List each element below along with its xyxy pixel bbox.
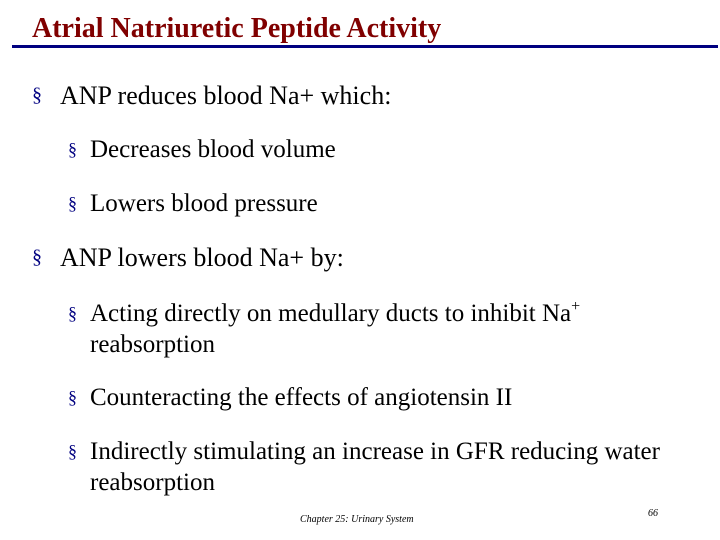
sub-bullet-text-cont: reabsorption [90, 331, 215, 358]
page-number: 66 [648, 508, 658, 519]
sub-bullet-acting-directly [68, 298, 688, 360]
sub-bullet-text: Indirectly stimulating an increase in GFR reducing water reabsorption [90, 438, 660, 496]
sub-bullet-text [90, 298, 688, 360]
sub-bullet-lowers-pressure [68, 188, 688, 219]
sub-bullet-decreases-volume [68, 134, 688, 165]
bullet-anp-reduces [32, 80, 391, 111]
slide-footer: Chapter 25: Urinary System [300, 514, 414, 525]
bullet-text: ANP reduces blood Na+ which: [60, 81, 392, 110]
bullet-text: ANP lowers blood Na+ by: [60, 243, 344, 272]
sub-bullet-text: Lowers blood pressure [90, 190, 318, 217]
bullet-marker-icon: § [68, 303, 77, 323]
bullet-marker-icon: § [68, 193, 77, 213]
slide-title: Atrial Natriuretic Peptide Activity [32, 13, 442, 44]
bullet-marker-icon: § [32, 84, 42, 106]
sub-bullet-counteracting [68, 382, 688, 413]
sub-bullet-text-main: Acting directly on medullary ducts to inhibit Na [90, 300, 572, 327]
sub-bullet-text: Decreases blood volume [90, 136, 336, 163]
bullet-marker-icon: § [32, 246, 42, 268]
sub-bullet-text: Counteracting the effects of angiotensin II [90, 384, 513, 411]
superscript-plus: + [571, 298, 581, 315]
title-underline [12, 45, 718, 48]
bullet-marker-icon: § [68, 387, 77, 407]
bullet-anp-lowers [32, 242, 344, 273]
sub-bullet-indirectly [68, 436, 688, 498]
bullet-marker-icon: § [68, 139, 77, 159]
bullet-marker-icon: § [68, 441, 77, 461]
